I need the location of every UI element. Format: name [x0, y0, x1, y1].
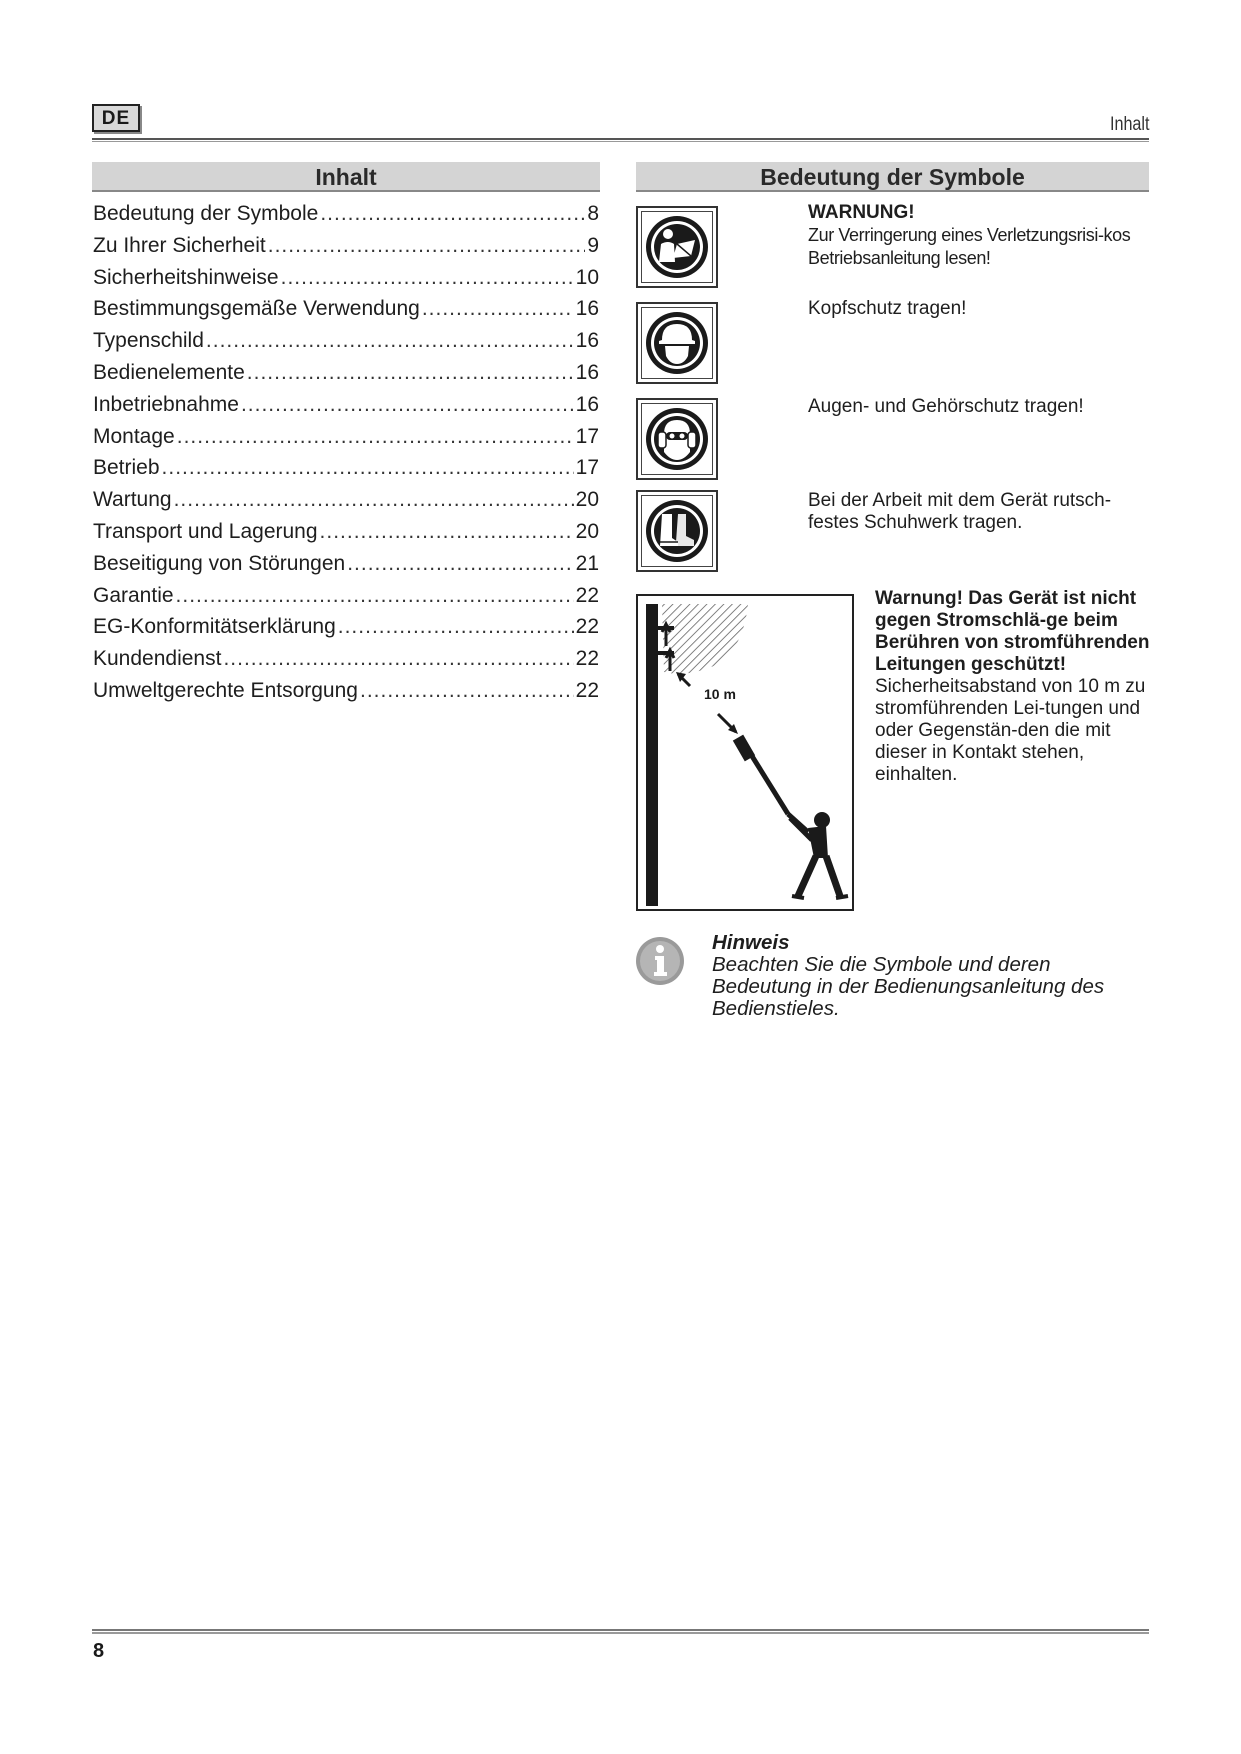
toc-item-title: Bedeutung der Symbole	[93, 202, 319, 225]
toc-item-page: 22	[575, 678, 599, 702]
warning-heading: WARNUNG!	[808, 202, 915, 223]
toc-item	[93, 425, 599, 457]
toc-item-title: Montage	[93, 424, 175, 448]
toc-item-page: 17	[575, 424, 599, 448]
eye-ear-protection-icon	[644, 406, 710, 472]
read-manual-description: Zur Verringerung eines Verletzungsrisi-kos Betriebsanleitung lesen!	[808, 225, 1131, 268]
toc-leader-dots	[206, 329, 574, 353]
toc-item-title: Bedienelemente	[93, 360, 245, 384]
power-line-figure	[636, 594, 854, 911]
toc-leader-dots	[281, 266, 574, 290]
power-warning-description: Sicherheitsabstand von 10 m zu stromführenden Lei-tungen und oder Gegenstän-den die mit dieser in Kontakt stehen, einhalten.	[875, 676, 1146, 785]
header-section-title: Inhalt	[1109, 114, 1149, 135]
toc-item-page: 9	[587, 233, 599, 257]
toc-leader-dots	[320, 202, 585, 226]
note-text	[712, 932, 1152, 1020]
eye-ear-protection-symbol	[636, 398, 718, 480]
toc-leader-dots	[422, 297, 574, 321]
toc-item-page: 22	[575, 647, 599, 671]
toc-item-title: Inbetriebnahme	[93, 392, 239, 416]
toc-leader-dots	[347, 552, 573, 576]
read-manual-symbol	[636, 206, 718, 288]
toc-item-title: Zu Ihrer Sicherheit	[93, 233, 266, 257]
toc-leader-dots	[176, 584, 574, 608]
toc-leader-dots	[241, 393, 574, 417]
toc-item-title: Transport und Lagerung	[93, 519, 318, 543]
language-badge: DE	[92, 104, 140, 132]
distance-label: 10 m	[704, 686, 736, 702]
read-manual-icon	[644, 214, 710, 280]
toc-item-title: Umweltgerechte Entsorgung	[93, 678, 358, 702]
toc-item	[93, 584, 599, 616]
toc-leader-dots	[177, 425, 574, 449]
toc-item	[93, 456, 599, 488]
head-protection-symbol	[636, 302, 718, 384]
toc-leader-dots	[174, 488, 574, 512]
toc-item-page: 22	[575, 615, 599, 639]
symbols-heading: Bedeutung der Symbole	[636, 162, 1149, 192]
toc-leader-dots	[247, 361, 574, 385]
toc-item	[93, 329, 599, 361]
toc-leader-dots	[320, 520, 574, 544]
safety-boots-symbol	[636, 490, 718, 572]
head-protection-icon	[644, 310, 710, 376]
page-number: 8	[93, 1640, 105, 1662]
toc-item-title: Kundendienst	[93, 647, 222, 671]
toc-item-page: 20	[575, 519, 599, 543]
note-description: Beachten Sie die Symbole und deren Bedeutung in der Bedienungsanleitung des Bedienstieles.	[712, 953, 1105, 1020]
power-warning-text	[875, 588, 1150, 786]
toc-item	[93, 297, 599, 329]
toc-item-title: Wartung	[93, 488, 172, 512]
power-line-distance-icon	[638, 596, 852, 909]
safety-boots-icon	[644, 498, 710, 564]
toc-item-page: 20	[575, 488, 599, 512]
read-manual-text	[808, 202, 1153, 270]
toc-item-title: EG-Konformitätserklärung	[93, 615, 336, 639]
toc-item-page: 21	[575, 551, 599, 575]
toc-item	[93, 361, 599, 393]
toc-item-title: Typenschild	[93, 329, 204, 353]
toc-item-page: 22	[575, 583, 599, 607]
toc-item-page: 16	[575, 329, 599, 353]
toc-item	[93, 202, 599, 234]
toc-item-page: 16	[575, 360, 599, 384]
toc-heading: Inhalt	[92, 162, 600, 192]
eye-ear-protection-text: Augen- und Gehörschutz tragen!	[808, 396, 1084, 417]
toc-item-title: Beseitigung von Störungen	[93, 551, 346, 575]
toc-item	[93, 552, 599, 584]
head-protection-text: Kopfschutz tragen!	[808, 298, 967, 319]
toc-item-page: 16	[575, 297, 599, 321]
toc-list	[93, 202, 599, 711]
note-title: Hinweis	[712, 931, 790, 954]
info-icon	[635, 936, 685, 991]
toc-item	[93, 393, 599, 425]
toc-leader-dots	[360, 679, 574, 703]
toc-item-title: Bestimmungsgemäße Verwendung	[93, 297, 420, 321]
toc-item	[93, 647, 599, 679]
toc-leader-dots	[338, 615, 574, 639]
header-rule	[92, 138, 1149, 142]
toc-item	[93, 520, 599, 552]
toc-leader-dots	[223, 647, 573, 671]
toc-item-title: Sicherheitshinweise	[93, 265, 279, 289]
toc-leader-dots	[268, 234, 586, 258]
toc-item	[93, 266, 599, 298]
toc-item	[93, 488, 599, 520]
toc-item	[93, 615, 599, 647]
toc-item-page: 10	[575, 265, 599, 289]
toc-item	[93, 679, 599, 711]
toc-item-page: 16	[575, 392, 599, 416]
power-warning-heading: Warnung! Das Gerät ist nicht gegen Stromschlä-ge beim Berühren von stromführenden Leitungen geschützt!	[875, 588, 1150, 675]
toc-item-page: 17	[575, 456, 599, 480]
safety-boots-text: Bei der Arbeit mit dem Gerät rutsch-festes Schuhwerk tragen.	[808, 490, 1112, 533]
toc-item-title: Betrieb	[93, 456, 160, 480]
toc-leader-dots	[162, 456, 574, 480]
toc-item	[93, 234, 599, 266]
footer-rule	[92, 1629, 1149, 1634]
toc-item-page: 8	[587, 202, 599, 225]
toc-item-title: Garantie	[93, 583, 174, 607]
